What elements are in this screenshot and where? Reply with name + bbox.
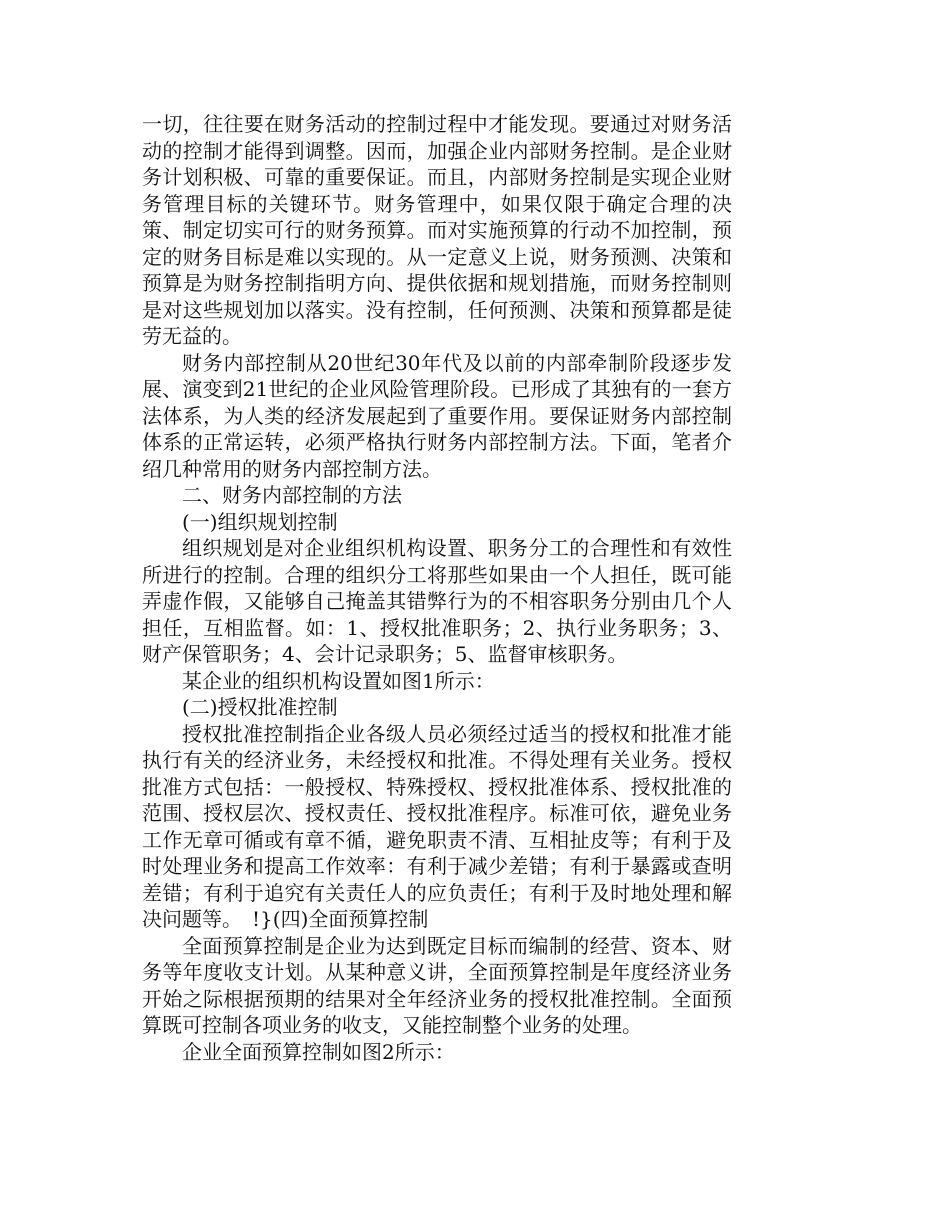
- subheading-organization-planning: (一)组织规划控制: [182, 509, 338, 534]
- paragraph-1: 一切，往往要在财务活动的控制过程中才能发现。要通过对财务活动的控制才能得到调整。因而，加强企业内部财务控制。是企业财务计划积极、可靠的重要保证。而且，内部财务控制是实现企业财务管理目标的关键环节。财务管理中，如果仅限于确定合理的决策、制定切实可行的财务预算。而对实施预算的行动不加控制，预定的财务目标是难以实现的。从一定意义上说，财务预测、决策和预算是为财务控制指明方向、提供依据和规划措施，而财务控制则是对这些规划加以落实。没有控制，任何预测、决策和预算都是徒劳无益的。: [142, 112, 732, 348]
- subheading-authorization-control: (二)授权批准控制: [182, 695, 338, 719]
- section-heading-methods: 二、财务内部控制的方法: [182, 483, 402, 507]
- paragraph-authorization-control: 授权批准控制指企业各级人员必须经过适当的授权和批准才能执行有关的经济业务，未经授权和批准。不得处理有关业务。授权批准方式包括：一般授权、特殊授权、授权批准体系、授权批准的范围、授权层次、授权责任、授权批准程序。标准可依，避免业务工作无章可循或有章不循，避免职责不清、互相扯皮等；有利于及时处理业务和提高工作效率：有利于减少差错；有利于暴露或查明差错；有利于追究有关责任人的应负责任；有利于及时地处理和解决问题等。 !}(四)全面预算控制: [142, 721, 732, 931]
- paragraph-organization-planning: 组织规划是对企业组织机构设置、职务分工的合理性和有效性所进行的控制。合理的组织分工将那些如果由一个人担任，既可能弄虚作假，又能够自己掩盖其错弊行为的不相容职务分别由几个人担任，互相监督。如：1、授权批准职务；2、执行业务职务；3、财产保管职务；4、会计记录职务；5、监督审核职务。: [142, 536, 732, 666]
- paragraph-2: 财务内部控制从20世纪30年代及以前的内部牵制阶段逐步发展、演变到21世纪的企业风险管理阶段。已形成了其独有的一套方法体系，为人类的经济发展起到了重要作用。要保证财务内部控制体系的正常运转，必须严格执行财务内部控制方法。下面，笔者介绍几种常用的财务内部控制方法。: [142, 350, 732, 481]
- figure-1-reference: 某企业的组织机构设置如图1所示：: [182, 668, 495, 693]
- document-body: [142, 111, 732, 1065]
- paragraph-budget-control: 全面预算控制是企业为达到既定目标而编制的经营、资本、财务等年度收支计划。从某种意义讲，全面预算控制是年度经济业务开始之际根据预期的结果对全年经济业务的授权批准控制。全面预算既可控制各项业务的收支，又能控制整个业务的处理。: [142, 933, 732, 1037]
- figure-2-reference: 企业全面预算控制如图2所示：: [182, 1039, 455, 1064]
